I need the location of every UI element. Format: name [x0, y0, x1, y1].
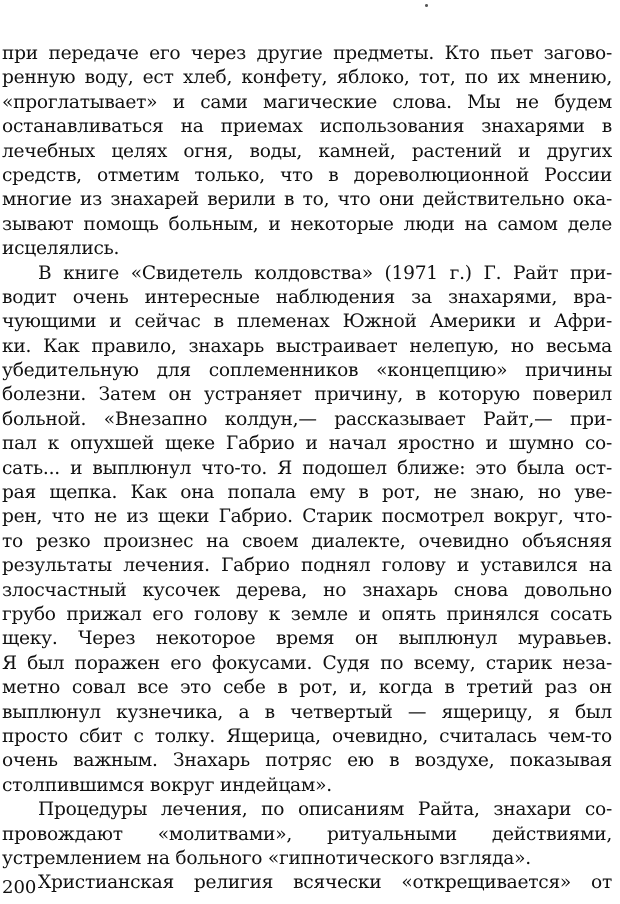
text-line: пал к опухшей щеке Габрио и начал яростно и шумно со-	[2, 433, 612, 455]
text-line: метно совал все это себе в рот, и, когда в третий раз он	[2, 677, 612, 699]
text-line: очень важным. Знахарь потряс ею в воздухе, показывая	[2, 750, 612, 772]
body-text	[2, 42, 612, 896]
text-line: Процедуры лечения, по описаниям Райта, знахари со-	[38, 799, 612, 821]
page-number: 200	[2, 877, 37, 898]
text-line: исцелялись.	[2, 238, 120, 260]
text-line: средств, отметим только, что в дореволюционной России	[2, 164, 612, 186]
text-line: выплюнул кузнечика, а в четвертый — ящерицу, я был	[2, 701, 612, 723]
text-line: чующими и сейчас в племенах Южной Америки и Афри-	[2, 311, 612, 333]
text-line: злосчастный кусочек дерева, но знахарь снова довольно	[2, 579, 612, 601]
text-line: грубо прижал его голову к земле и опять принялся сосать	[2, 603, 612, 625]
text-line: Христианская религия всячески «открещивается» от	[38, 872, 612, 894]
text-line: убедительную для соплеменников «концепцию» причины	[2, 360, 612, 382]
text-line: многие из знахарей верили в то, что они действительно ока-	[2, 189, 612, 211]
text-line: ренную воду, ест хлеб, конфету, яблоко, тот, по их мнению,	[2, 67, 612, 89]
text-line: рая щепка. Как она попала ему в рот, не знаю, но уве-	[2, 482, 612, 504]
text-line: ки. Как правило, знахарь выстраивает нелепую, но весьма	[2, 335, 612, 357]
text-line: рен, что не из щеки Габрио. Старик посмотрел вокруг, что-	[2, 506, 612, 528]
text-line: провождают «молитвами», ритуальными действиями,	[2, 823, 612, 845]
text-line: просто сбит с толку. Ящерица, очевидно, считалась чем-то	[2, 725, 612, 747]
text-line: болезни. Затем он устраняет причину, в которую поверил	[2, 384, 612, 406]
text-line: сать... и выплюнул что-то. Я подошел ближе: это была ост-	[2, 457, 612, 479]
text-line: то резко произнес на своем диалекте, очевидно объясняя	[2, 530, 612, 552]
text-line: В книге «Свидетель колдовства» (1971 г.) Г. Райт при-	[38, 262, 612, 284]
text-line: результаты лечения. Габрио поднял голову и уставился на	[2, 555, 612, 577]
text-line: лечебных целях огня, воды, камней, растений и других	[2, 140, 612, 162]
text-line: щеку. Через некоторое время он выплюнул муравьев.	[2, 628, 612, 650]
text-line: останавливаться на приемах использования знахарями в	[2, 116, 612, 138]
text-line: устремлением на больного «гипнотического взгляда».	[2, 847, 531, 869]
print-speck	[425, 4, 428, 7]
text-line: зывают помощь больным, и некоторые люди на самом деле	[2, 213, 612, 235]
text-line: «проглатывает» и сами магические слова. Мы не будем	[2, 91, 612, 113]
text-line: при передаче его через другие предметы. Кто пьет загово-	[2, 43, 612, 64]
text-line: столпившимся вокруг индейцам».	[2, 774, 332, 796]
text-line: Я был поражен его фокусами. Судя по всему, старик неза-	[2, 652, 612, 674]
text-line: больной. «Внезапно колдун,— рассказывает Райт,— при-	[2, 408, 612, 430]
text-line: водит очень интересные наблюдения за знахарями, вра-	[2, 286, 612, 308]
